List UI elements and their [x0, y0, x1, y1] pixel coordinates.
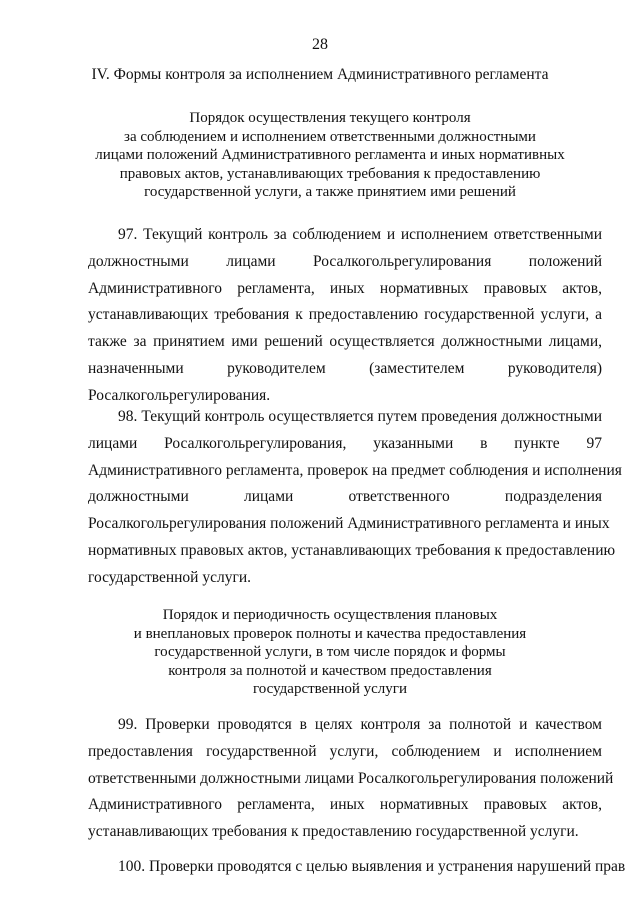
subheading-line: контроля за полнотой и качеством предоставления	[168, 662, 492, 679]
paragraph-line: Административного регламента, иных нормативных правовых актов,	[88, 279, 602, 297]
subheading-inspections	[60, 606, 600, 699]
subheading-line: Порядок и периодичность осуществления плановых	[162, 607, 498, 623]
paragraph-line: 99. Проверки проводятся в целях контроля за полнотой и качеством	[118, 716, 602, 733]
paragraph-line: 100. Проверки проводятся с целью выявления и устранения нарушений прав	[118, 858, 626, 875]
subheading-line: государственной услуги	[253, 681, 407, 697]
paragraph-line: 97. Текущий контроль за соблюдением и исполнением ответственными	[118, 226, 602, 243]
paragraph-98	[88, 404, 622, 592]
paragraph-line: ответственными должностными лицами Росалкогольрегулирования положений	[88, 769, 614, 787]
paragraph-line: Росалкогольрегулирования.	[88, 386, 271, 404]
paragraph-line: лицами Росалкогольрегулирования, указанными в пункте 97	[88, 434, 602, 452]
subheading-current-control	[60, 109, 600, 202]
paragraph-line: должностными лицами ответственного подразделения	[88, 488, 602, 506]
paragraph-line: устанавливающих требования к предоставлению государственной услуги, а	[88, 306, 602, 324]
paragraph-line: назначенными руководителем (заместителем руководителя)	[88, 359, 602, 377]
subheading-line: правовых актов, устанавливающих требования к предоставлению	[119, 165, 541, 182]
paragraph-line: Административного регламента, проверок на предмет соблюдения и исполнения	[88, 461, 622, 479]
subheading-line: и внеплановых проверок полноты и качества предоставления	[133, 625, 527, 642]
paragraph-line: должностными лицами Росалкогольрегулирования положений	[88, 252, 602, 270]
paragraph-line: Росалкогольрегулирования положений Административного регламента и иных	[88, 515, 610, 533]
subheading-line: Порядок осуществления текущего контроля	[189, 110, 471, 126]
paragraph-line: предоставления государственной услуги, соблюдением и исполнением	[88, 742, 602, 760]
subheading-line: лицами положений Административного регламента и иных нормативных	[95, 147, 565, 163]
section-title: IV. Формы контроля за исполнением Административного регламента	[91, 66, 549, 83]
subheading-line: государственной услуги, в том числе порядок и формы	[154, 644, 506, 660]
subheading-line: государственной услуги, а также принятием ими решений	[144, 184, 516, 200]
paragraph-line: государственной услуги.	[88, 568, 251, 586]
paragraph-100	[88, 854, 626, 881]
paragraph-line: 98. Текущий контроль осуществляется путем проведения должностными	[118, 408, 602, 425]
paragraph-99	[88, 712, 614, 846]
paragraph-97	[88, 222, 602, 410]
paragraph-line: также за принятием ими решений осуществляется должностными лицами,	[88, 333, 602, 351]
paragraph-line: нормативных правовых актов, устанавливающих требования к предоставлению	[88, 541, 616, 559]
paragraph-line: устанавливающих требования к предоставлению государственной услуги.	[88, 823, 579, 841]
subheading-line: за соблюдением и исполнением ответственными должностными	[124, 128, 536, 145]
page-number: 28	[312, 36, 328, 53]
paragraph-line: Административного регламента, иных нормативных правовых актов,	[88, 796, 602, 814]
